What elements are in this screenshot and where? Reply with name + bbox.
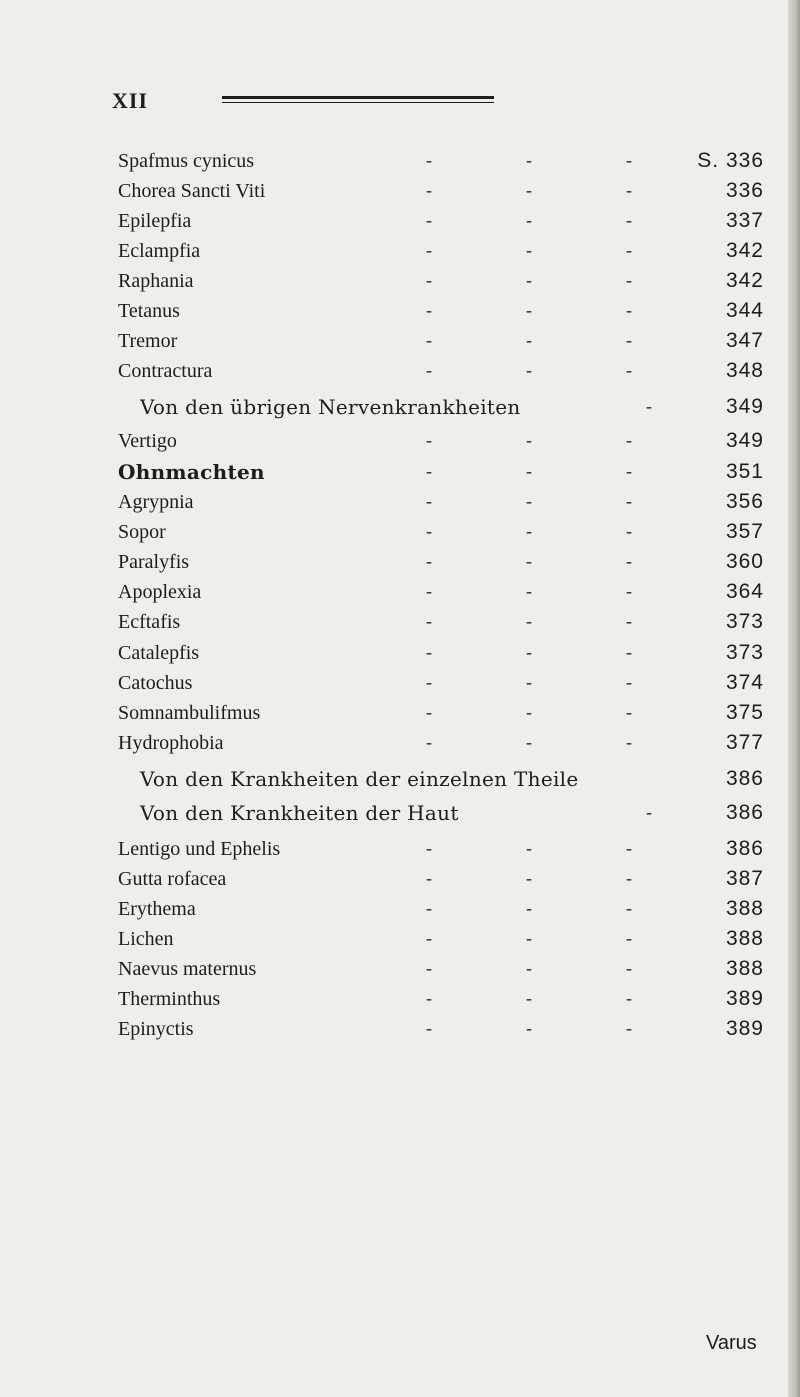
leader-dash: - xyxy=(426,581,432,601)
toc-entry xyxy=(118,728,776,758)
leader-dash: - xyxy=(526,611,532,631)
leader-dash: - xyxy=(526,461,532,481)
page-number: XII xyxy=(112,88,149,113)
leader-dash: - xyxy=(526,838,532,858)
toc-entry xyxy=(118,954,776,984)
toc-entry xyxy=(118,638,776,668)
leader-dash: - xyxy=(426,988,432,1008)
toc-entry-title: Eclampfia xyxy=(118,240,201,262)
toc-entry xyxy=(118,457,776,487)
leader-dash: - xyxy=(426,521,432,541)
toc-page-number: 348 xyxy=(725,359,764,382)
toc-entry-title: Lentigo und Ephelis xyxy=(118,838,281,860)
toc-entry-title: Sopor xyxy=(118,521,166,543)
leader-dash: - xyxy=(626,240,632,260)
toc-page-number: 357 xyxy=(725,520,764,543)
toc-page-number: 388 xyxy=(725,897,764,920)
toc-entry xyxy=(118,266,776,296)
toc-page-number: 389 xyxy=(725,1017,764,1040)
toc-page-number: 386 xyxy=(725,801,764,824)
toc-page-number: 373 xyxy=(725,610,764,633)
leader-dash: - xyxy=(526,1018,532,1038)
toc-page-number: 386 xyxy=(725,767,764,790)
toc-entry xyxy=(118,176,776,206)
toc-page-number: 377 xyxy=(725,731,764,754)
leader-dash: - xyxy=(626,1018,632,1038)
leader-dash: - xyxy=(626,300,632,320)
leader-dash: - xyxy=(426,868,432,888)
leader-dash: - xyxy=(426,270,432,290)
leader-dash: - xyxy=(526,360,532,380)
toc-page-number: 387 xyxy=(725,867,764,890)
leader-dash: - xyxy=(526,521,532,541)
leader-dash: - xyxy=(626,461,632,481)
leader-dash: - xyxy=(626,360,632,380)
leader-dash: - xyxy=(626,702,632,722)
leader-dash: - xyxy=(426,642,432,662)
toc-entry-title: Naevus maternus xyxy=(118,958,257,980)
leader-dash: - xyxy=(526,491,532,511)
toc-page-number: 373 xyxy=(725,641,764,664)
leader-dash: - xyxy=(426,1018,432,1038)
toc-entry-title: Apoplexia xyxy=(118,581,202,603)
leader-dash: - xyxy=(426,838,432,858)
leader-dash: - xyxy=(626,270,632,290)
leader-dash: - xyxy=(526,732,532,752)
toc-entry-title: Von den Krankheiten der einzelnen Theile xyxy=(140,767,579,791)
leader-dash: - xyxy=(526,330,532,350)
page-edge xyxy=(788,0,800,1397)
toc-entry-title: Raphania xyxy=(118,270,194,292)
leader-dash: - xyxy=(626,958,632,978)
leader-dash: - xyxy=(626,180,632,200)
leader-dash: - xyxy=(526,551,532,571)
toc-page-number: 389 xyxy=(725,987,764,1010)
toc-page-number: 349 xyxy=(725,429,764,452)
toc-entry-title: Von den übrigen Nervenkrankheiten xyxy=(140,395,521,419)
toc-entry-title: Catochus xyxy=(118,672,193,694)
toc-entry-title: Spafmus cynicus xyxy=(118,150,255,172)
leader-dash: - xyxy=(526,928,532,948)
leader-dash: - xyxy=(426,360,432,380)
toc-entry-title: Tetanus xyxy=(118,300,180,322)
toc-entry xyxy=(118,146,776,176)
leader-dash: - xyxy=(426,210,432,230)
toc-entry-title: Contractura xyxy=(118,360,213,382)
leader-dash: - xyxy=(526,958,532,978)
toc-entry xyxy=(118,924,776,954)
leader-dash: - xyxy=(626,898,632,918)
leader-dash: - xyxy=(426,672,432,692)
toc-entry-title: Vertigo xyxy=(118,430,177,452)
toc-entry xyxy=(118,236,776,266)
leader-dash: - xyxy=(426,430,432,450)
toc-entry xyxy=(118,296,776,326)
leader-dash: - xyxy=(626,150,632,170)
toc-entry-title: Therminthus xyxy=(118,988,221,1010)
leader-dash: - xyxy=(426,300,432,320)
leader-dash: - xyxy=(426,611,432,631)
leader-dash: - xyxy=(426,898,432,918)
toc-entry xyxy=(118,698,776,728)
leader-dash: - xyxy=(426,330,432,350)
toc-page-number: 337 xyxy=(725,209,764,232)
toc-entry xyxy=(118,206,776,236)
toc-page-number: 388 xyxy=(725,927,764,950)
leader-dash: - xyxy=(426,551,432,571)
toc-page-number: 374 xyxy=(725,671,764,694)
toc-entry-title: Von den Krankheiten der Haut xyxy=(140,801,459,825)
leader-dash: - xyxy=(626,521,632,541)
toc-entry xyxy=(118,1014,776,1044)
leader-dash: - xyxy=(426,240,432,260)
toc-entry-title: Gutta rofacea xyxy=(118,868,227,890)
toc-entry xyxy=(118,326,776,356)
leader-dash: - xyxy=(626,838,632,858)
leader-dash: - xyxy=(526,270,532,290)
leader-dash: - xyxy=(646,802,652,822)
leader-dash: - xyxy=(426,958,432,978)
toc-page-number: 336 xyxy=(725,179,764,202)
leader-dash: - xyxy=(626,642,632,662)
leader-dash: - xyxy=(626,672,632,692)
toc-entry-title: Epinyctis xyxy=(118,1018,194,1040)
toc-entry-title: Ohnmachten xyxy=(118,460,265,484)
leader-dash: - xyxy=(426,180,432,200)
toc-entry-title: Catalepfis xyxy=(118,642,200,664)
leader-dash: - xyxy=(626,732,632,752)
toc-page-number: 364 xyxy=(725,580,764,603)
leader-dash: - xyxy=(626,581,632,601)
toc-entry xyxy=(118,668,776,698)
leader-dash: - xyxy=(426,732,432,752)
leader-dash: - xyxy=(646,396,652,416)
leader-dash: - xyxy=(526,702,532,722)
leader-dash: - xyxy=(626,988,632,1008)
leader-dash: - xyxy=(426,150,432,170)
toc-entry xyxy=(118,426,776,456)
leader-dash: - xyxy=(426,491,432,511)
toc-entry xyxy=(118,577,776,607)
toc-page-number: S. 336 xyxy=(697,149,764,172)
leader-dash: - xyxy=(526,868,532,888)
toc-entry xyxy=(118,356,776,386)
toc-entry xyxy=(118,547,776,577)
leader-dash: - xyxy=(426,702,432,722)
toc-entry xyxy=(118,607,776,637)
toc-entry xyxy=(118,984,776,1014)
toc-entry-title: Chorea Sancti Viti xyxy=(118,180,266,202)
toc-page-number: 347 xyxy=(725,329,764,352)
leader-dash: - xyxy=(526,672,532,692)
leader-dash: - xyxy=(526,642,532,662)
toc-page-number: 356 xyxy=(725,490,764,513)
leader-dash: - xyxy=(626,868,632,888)
toc-entry-title: Erythema xyxy=(118,898,196,920)
toc-entry-title: Paralyfis xyxy=(118,551,190,573)
leader-dash: - xyxy=(626,928,632,948)
leader-dash: - xyxy=(626,330,632,350)
toc-entry-title: Lichen xyxy=(118,928,174,950)
toc-entry-title: Somnambulifmus xyxy=(118,702,261,724)
toc-page-number: 388 xyxy=(725,957,764,980)
leader-dash: - xyxy=(526,898,532,918)
toc-entry-title: Tremor xyxy=(118,330,178,352)
leader-dash: - xyxy=(626,551,632,571)
leader-dash: - xyxy=(526,240,532,260)
catchword: Varus xyxy=(706,1332,757,1354)
toc-entry xyxy=(118,487,776,517)
toc-entry-title: Hydrophobia xyxy=(118,732,224,754)
toc-entry xyxy=(118,798,776,828)
toc-entry-title: Agrypnia xyxy=(118,491,194,513)
toc-entry xyxy=(118,894,776,924)
leader-dash: - xyxy=(526,150,532,170)
toc-entry-title: Ecftafis xyxy=(118,611,181,633)
toc-page-number: 386 xyxy=(725,837,764,860)
leader-dash: - xyxy=(526,430,532,450)
leader-dash: - xyxy=(526,581,532,601)
leader-dash: - xyxy=(626,430,632,450)
toc-page-number: 349 xyxy=(725,395,764,418)
toc-page-number: 342 xyxy=(725,239,764,262)
leader-dash: - xyxy=(426,461,432,481)
toc-page-number: 344 xyxy=(725,299,764,322)
leader-dash: - xyxy=(526,210,532,230)
leader-dash: - xyxy=(426,928,432,948)
toc-entry xyxy=(118,834,776,864)
toc-entry xyxy=(118,864,776,894)
toc-entry-title: Epilepfia xyxy=(118,210,192,232)
toc-entry xyxy=(118,517,776,547)
toc-page-number: 375 xyxy=(725,701,764,724)
toc-page-number: 351 xyxy=(725,460,764,483)
leader-dash: - xyxy=(626,491,632,511)
leader-dash: - xyxy=(526,988,532,1008)
toc-entry xyxy=(118,764,776,794)
toc-entry xyxy=(118,392,776,422)
leader-dash: - xyxy=(626,611,632,631)
toc-page-number: 342 xyxy=(725,269,764,292)
leader-dash: - xyxy=(526,180,532,200)
toc-page-number: 360 xyxy=(725,550,764,573)
leader-dash: - xyxy=(526,300,532,320)
leader-dash: - xyxy=(626,210,632,230)
